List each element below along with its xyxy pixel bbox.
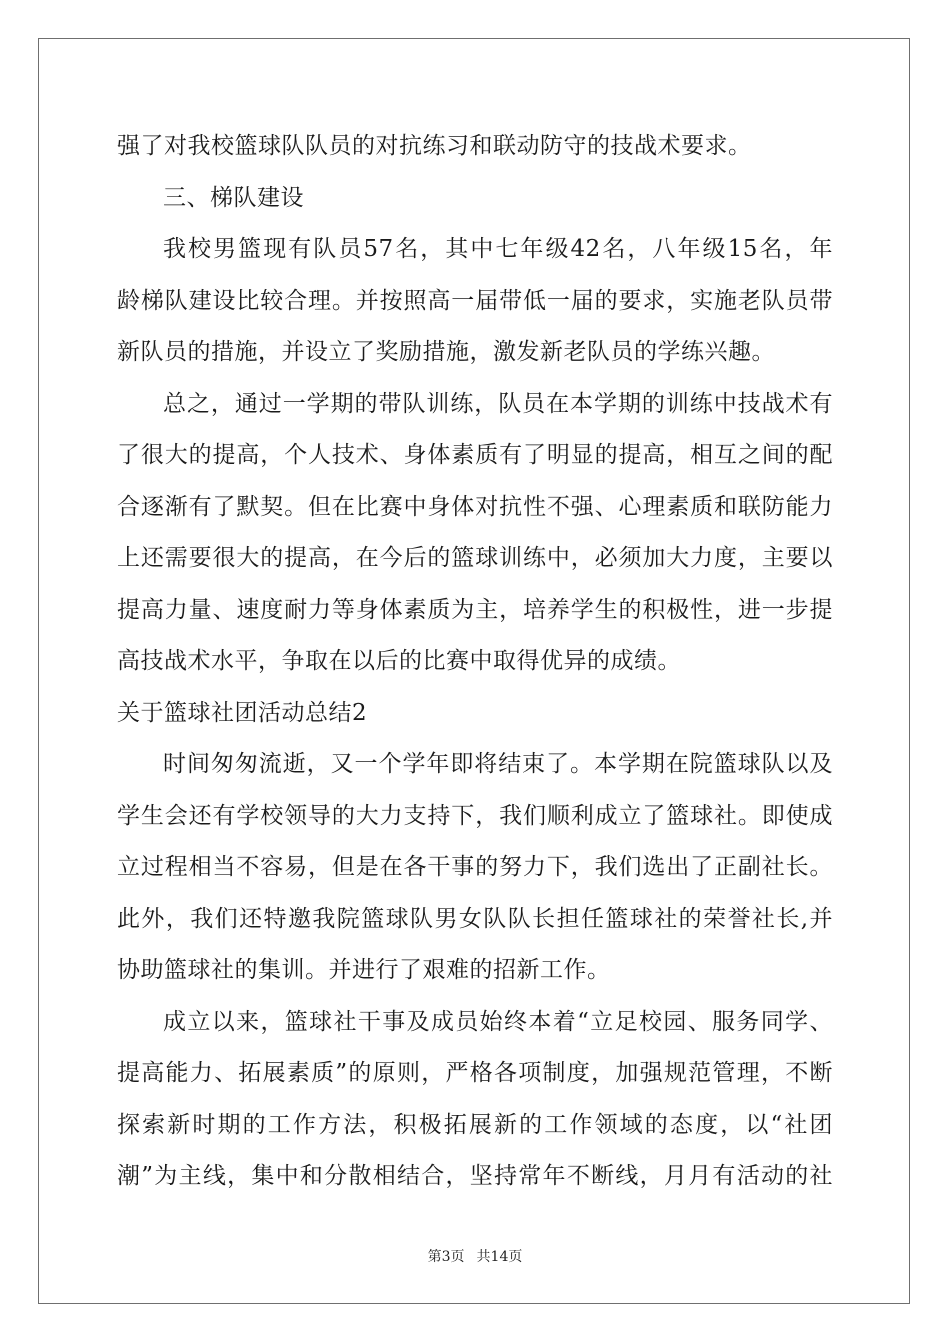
text-line: 龄梯队建设比较合理。并按照高一届带低一届的要求，实施老队员带: [117, 287, 833, 314]
text-line: 协助篮球社的集训。并进行了艰难的招新工作。: [117, 957, 611, 983]
text-line: 了很大的提高，个人技术、身体素质有了明显的提高，相互之间的配: [117, 442, 833, 468]
text-line: 总之，通过一学期的带队训练，队员在本学期的训练中技战术有: [163, 390, 833, 417]
text-line: 强了对我校篮球队队员的对抗练习和联动防守的技战术要求。: [117, 133, 752, 159]
text-line: 时间匆匆流逝，又一个学年即将结束了。本学期在院篮球队以及: [163, 751, 833, 777]
text-line: 潮”为主线，集中和分散相结合，坚持常年不断线，月月有活动的社: [117, 1163, 833, 1189]
text-line: 合逐渐有了默契。但在比赛中身体对抗性不强、心理素质和联防能力: [117, 493, 833, 520]
section-heading: 三、梯队建设: [163, 184, 304, 211]
page-total: 共14页: [476, 1249, 523, 1265]
text-line: 学生会还有学校领导的大力支持下，我们顺利成立了篮球社。即使成: [117, 802, 833, 829]
text-line: 提高能力、拓展素质”的原则，严格各项制度，加强规范管理，不断: [117, 1060, 833, 1086]
text-line: 此外，我们还特邀我院篮球队男女队队长担任篮球社的荣誉社长,并: [117, 905, 833, 932]
text-line: 高技战术水平，争取在以后的比赛中取得优异的成绩。: [117, 648, 681, 674]
text-line: 我校男篮现有队员57名，其中七年级42名，八年级15名，年: [163, 236, 833, 262]
page-number: 第3页: [427, 1249, 465, 1265]
page-footer: [0, 1246, 950, 1266]
text-line: 立过程相当不容易，但是在各干事的努力下，我们选出了正副社长。: [117, 854, 833, 880]
text-line: 成立以来，篮球社干事及成员始终本着“立足校园、服务同学、: [163, 1008, 833, 1035]
text-line: 提高力量、速度耐力等身体素质为主，培养学生的积极性，进一步提: [117, 596, 833, 623]
text-line: 上还需要很大的提高，在今后的篮球训练中，必须加大力度，主要以: [117, 545, 833, 571]
document-body: [117, 121, 833, 1203]
text-line: 探索新时期的工作方法，积极拓展新的工作领域的态度，以“社团: [117, 1111, 833, 1138]
article-title: 关于篮球社团活动总结2: [117, 699, 368, 726]
text-line: 新队员的措施，并设立了奖励措施，激发新老队员的学练兴趣。: [117, 339, 775, 365]
